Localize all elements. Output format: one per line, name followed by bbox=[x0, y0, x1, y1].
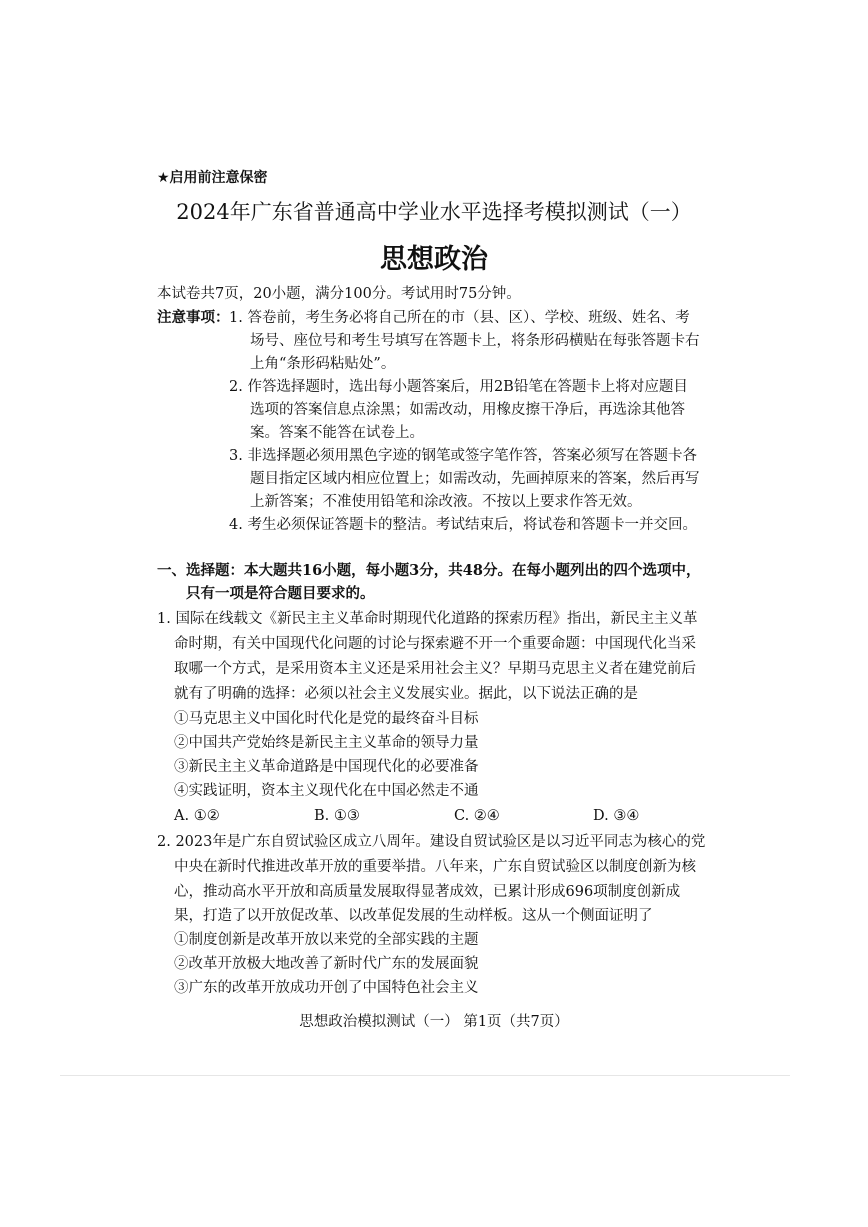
notice-line: 1. 答卷前，考生务必将自己所在的市（县、区）、学校、班级、姓名、考 bbox=[229, 310, 690, 326]
notice-line: 2. 作答选择题时，选出每小题答案后，用2B铅笔在答题卡上将对应题目 bbox=[229, 379, 688, 395]
question-1-item: ④实践证明，资本主义现代化在中国必然走不通 bbox=[174, 783, 479, 799]
notice-label: 注意事项： bbox=[157, 309, 230, 326]
question-1-stem: 取哪一个方式，是采用资本主义还是采用社会主义？早期马克思主义者在建党前后 bbox=[174, 661, 696, 677]
question-1-option-c: C. ②④ bbox=[454, 808, 500, 824]
question-2-stem: 果，打造了以开放促改革、以改革促发展的生动样板。这从一个侧面证明了 bbox=[174, 908, 653, 924]
notice-line: 3. 非选择题必须用黑色字迹的钢笔或签字笔作答，答案必须写在答题卡各 bbox=[229, 448, 697, 464]
question-1-option-d: D. ③④ bbox=[593, 808, 640, 824]
notice-line: 场号、座位号和考生号填写在答题卡上，将条形码横贴在每张答题卡右 bbox=[250, 333, 700, 349]
confidential-label: ★启用前注意保密 bbox=[157, 170, 268, 186]
exam-intro: 本试卷共7页，20小题，满分100分。考试用时75分钟。 bbox=[157, 286, 521, 302]
notice-line: 上新答案；不准使用铅笔和涂改液。不按以上要求作答无效。 bbox=[250, 494, 642, 510]
question-2-stem: 2. 2023年是广东自贸试验区成立八周年。建设自贸试验区是以习近平同志为核心的党 bbox=[157, 834, 706, 850]
question-2-item: ①制度创新是改革开放以来党的全部实践的主题 bbox=[174, 932, 479, 948]
question-1-stem: 1. 国际在线载文《新民主主义革命时期现代化道路的探索历程》指出，新民主主义革 bbox=[157, 611, 698, 627]
question-1-item: ③新民主主义革命道路是中国现代化的必要准备 bbox=[174, 759, 479, 775]
notice-line: 题目指定区域内相应位置上；如需改动，先画掉原来的答案，然后再写 bbox=[250, 471, 700, 487]
question-1-option-b: B. ①③ bbox=[314, 808, 360, 824]
notice-line: 选项的答案信息点涂黑；如需改动，用橡皮擦干净后，再选涂其他答 bbox=[250, 402, 685, 418]
question-1-item: ②中国共产党始终是新民主主义革命的领导力量 bbox=[174, 735, 479, 751]
question-1-item: ①马克思主义中国化时代化是党的最终奋斗目标 bbox=[174, 711, 479, 727]
question-1-option-a: A. ①② bbox=[174, 808, 220, 824]
question-2-stem: 心，推动高水平开放和高质量发展取得显著成效，已累计形成696项制度创新成 bbox=[174, 884, 681, 900]
question-2-item: ③广东的改革开放成功开创了中国特色社会主义 bbox=[174, 980, 479, 996]
section-heading-cont: 只有一项是符合题目要求的。 bbox=[186, 585, 375, 602]
notice-line: 4. 考生必须保证答题卡的整洁。考试结束后，将试卷和答题卡一并交回。 bbox=[229, 517, 697, 533]
page-footer: 思想政治模拟测试（一） 第1页（共7页） bbox=[299, 1014, 569, 1030]
question-1-stem: 命时期，有关中国现代化问题的讨论与探索避不开一个重要命题：中国现代化当采 bbox=[174, 636, 696, 652]
notice-line: 案。答案不能答在试卷上。 bbox=[250, 425, 424, 441]
question-2-item: ②改革开放极大地改善了新时代广东的发展面貌 bbox=[174, 956, 479, 972]
section-heading: 一、选择题：本大题共16小题，每小题3分，共48分。在每小题列出的四个选项中， bbox=[157, 562, 701, 579]
scan-edge-divider bbox=[60, 1075, 790, 1076]
exam-title: 2024年广东省普通高中学业水平选择考模拟测试（一） bbox=[176, 200, 692, 224]
question-1-stem: 就有了明确的选择：必须以社会主义发展实业。据此，以下说法正确的是 bbox=[174, 686, 638, 702]
question-2-stem: 中央在新时代推进改革开放的重要举措。八年来，广东自贸试验区以制度创新为核 bbox=[174, 859, 696, 875]
subject-title: 思想政治 bbox=[380, 244, 488, 275]
notice-line: 上角“条形码粘贴处”。 bbox=[250, 356, 396, 372]
